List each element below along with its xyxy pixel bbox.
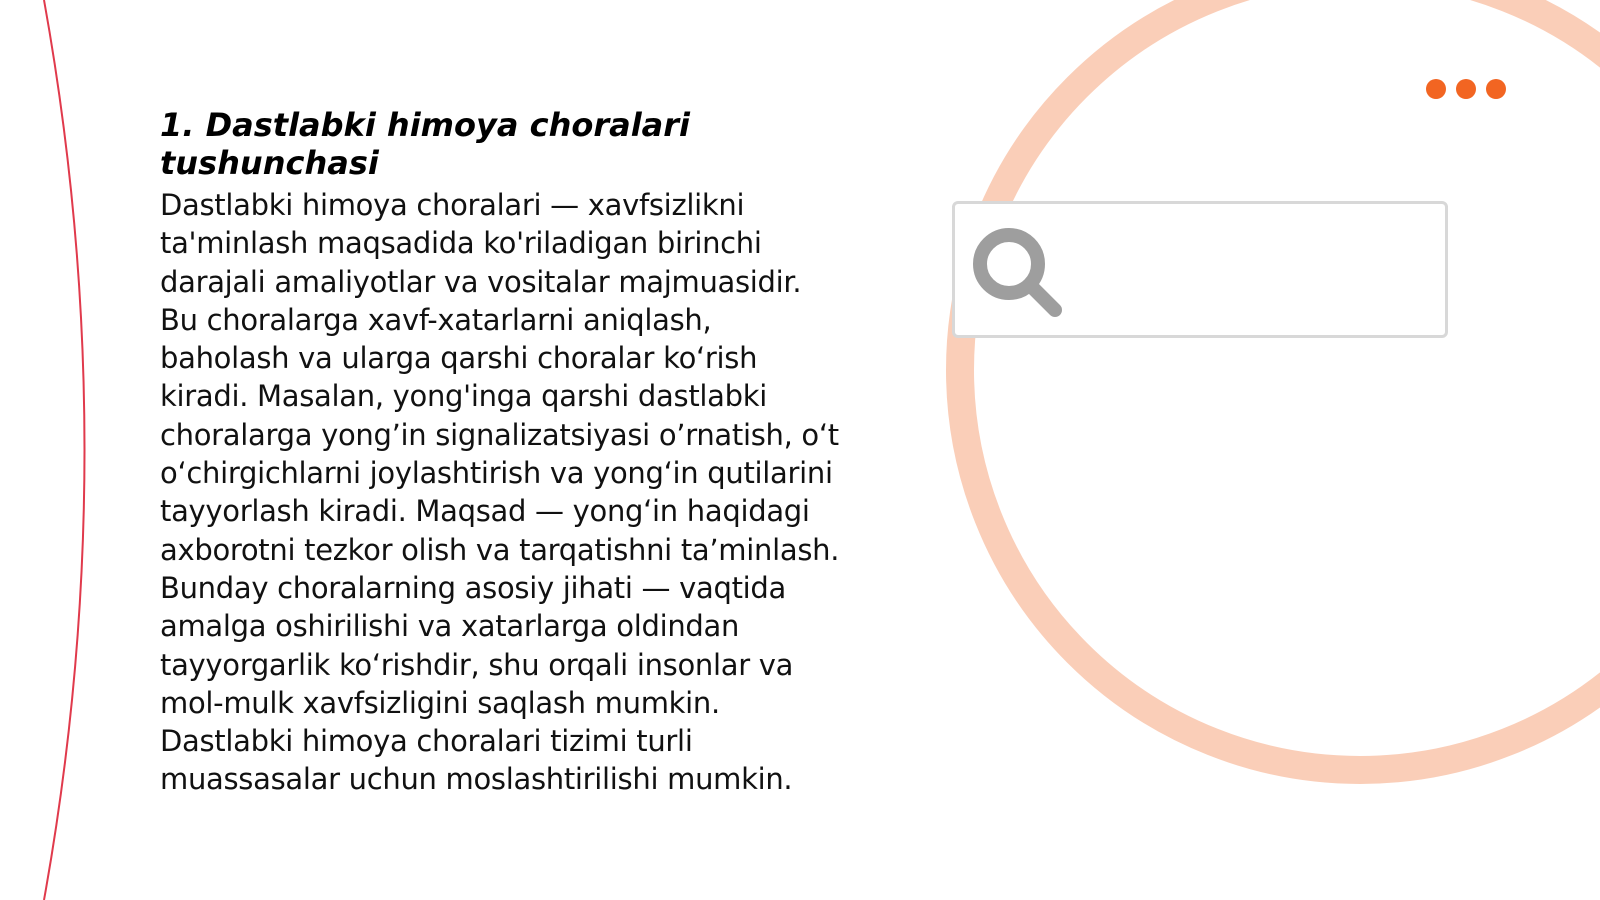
- search-icon: [967, 222, 1067, 322]
- slide-title: 1. Dastlabki himoya choralari tushunchasi: [160, 106, 691, 182]
- slide-body-text: Dastlabki himoya choralari — xavfsizlikni ta'minlash maqsadida ko'riladigan birinchi darajali amaliyotlar va vositalar majmuasidir. Bu choralarga xavf-xatarlarni aniqlash, baholash va ularga qarshi choralar ko‘rish kiradi. Masalan, yong'inga qarshi dastlabki choralarga yong’in signalizatsiyasi o’rnatish, o‘t o‘chirgichlarni joylashtirish va yong‘in qutilarini tayyorlash kiradi. Maqsad — yong‘in haqidagi axborotni tezkor olish va tarqatishni ta’minlash. Bunday choralarning asosiy jihati — vaqtida amalga oshirilishi va xatarlarga oldindan tayyorgarlik ko‘rishdir, shu orqali insonlar va mol-mulk xavfsizligini saqlash mumkin. Dastlabki himoya choralari tizimi turli muassasalar uchun moslashtirilishi mumkin.: [160, 188, 840, 797]
- left-accent-curve: [44, 0, 85, 900]
- dot: [1486, 79, 1506, 99]
- decorative-ring: [960, 0, 1600, 770]
- dot: [1426, 79, 1446, 99]
- dots-menu-icon: [1426, 79, 1506, 99]
- search-graphic: [952, 201, 1448, 338]
- dot: [1456, 79, 1476, 99]
